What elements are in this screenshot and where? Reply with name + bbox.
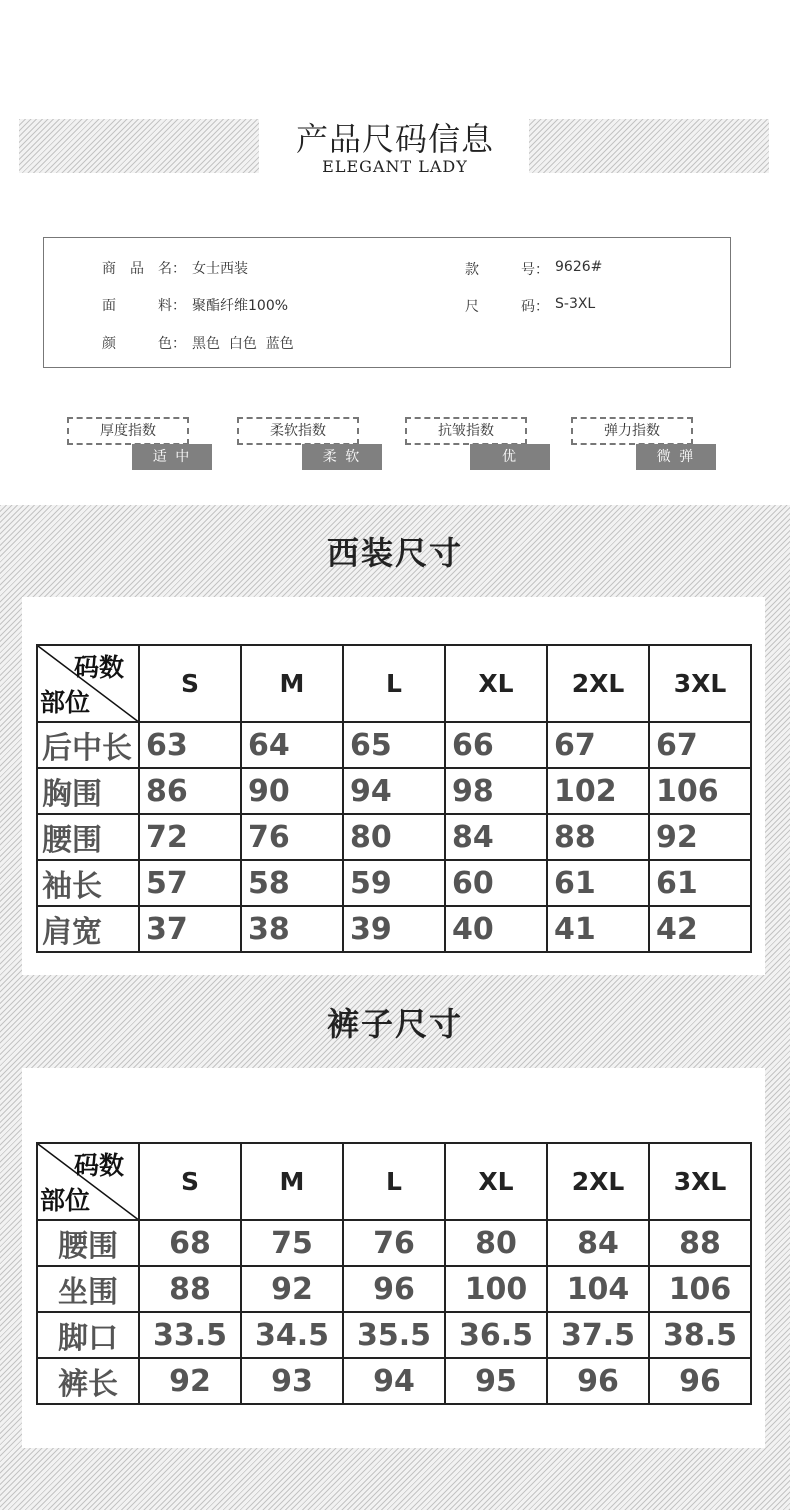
color-label: 颜 色： (102, 336, 186, 352)
pants-header-row (37, 1143, 751, 1220)
table-cell: 60 (445, 860, 547, 906)
size-header-s: S (139, 1143, 241, 1220)
row-label: 后中长 (37, 722, 139, 768)
suit-header-row (37, 645, 751, 722)
table-cell: 63 (139, 722, 241, 768)
row-label: 脚口 (37, 1312, 139, 1358)
table-cell: 96 (343, 1266, 445, 1312)
table-cell: 88 (139, 1266, 241, 1312)
fabric-label: 面 料： (102, 298, 186, 314)
size-header-2xl: 2XL (547, 645, 649, 722)
color-value: 黑色 白色 蓝色 (192, 336, 294, 352)
table-cell: 90 (241, 768, 343, 814)
table-cell: 100 (445, 1266, 547, 1312)
suit-size-title: 西装尺寸 (326, 534, 463, 572)
row-label: 腰围 (37, 1220, 139, 1266)
table-row (37, 1358, 751, 1404)
table-cell: 84 (445, 814, 547, 860)
table-cell: 80 (343, 814, 445, 860)
table-cell: 39 (343, 906, 445, 952)
table-cell: 61 (547, 860, 649, 906)
table-row (37, 768, 751, 814)
size-header-2xl: 2XL (547, 1143, 649, 1220)
row-label: 腰围 (37, 814, 139, 860)
corner-part-label: 部位 (40, 1186, 91, 1215)
product-info-box (43, 237, 731, 368)
table-cell: 95 (445, 1358, 547, 1404)
table-cell: 94 (343, 768, 445, 814)
table-cell: 106 (649, 1266, 751, 1312)
page-subtitle: ELEGANT LADY (322, 157, 468, 176)
table-row (37, 814, 751, 860)
pants-size-title: 裤子尺寸 (326, 1005, 463, 1043)
fabric-value: 聚酯纤维100% (192, 298, 289, 314)
thickness-index-value: 适 中 (132, 444, 212, 470)
table-cell: 33.5 (139, 1312, 241, 1358)
table-row (37, 906, 751, 952)
pants-corner-cell (37, 1143, 139, 1220)
size-header-m: M (241, 645, 343, 722)
corner-size-label: 码数 (73, 1151, 124, 1180)
table-cell: 104 (547, 1266, 649, 1312)
table-cell: 96 (547, 1358, 649, 1404)
suit-size-table (36, 644, 752, 953)
table-cell: 67 (649, 722, 751, 768)
table-cell: 59 (343, 860, 445, 906)
size-header-3xl: 3XL (649, 645, 751, 722)
table-cell: 58 (241, 860, 343, 906)
corner-part-label: 部位 (40, 688, 91, 717)
table-cell: 72 (139, 814, 241, 860)
size-header-s: S (139, 645, 241, 722)
table-cell: 36.5 (445, 1312, 547, 1358)
size-header-xl: XL (445, 1143, 547, 1220)
softness-index-value: 柔 软 (302, 444, 382, 470)
wrinkle-index-value: 优 (470, 444, 550, 470)
page-title: 产品尺码信息 (295, 120, 494, 158)
table-cell: 106 (649, 768, 751, 814)
name-label: 商 品 名： (102, 261, 186, 277)
table-cell: 68 (139, 1220, 241, 1266)
table-cell: 38 (241, 906, 343, 952)
table-cell: 76 (343, 1220, 445, 1266)
corner-size-label: 码数 (73, 653, 124, 682)
table-cell: 35.5 (343, 1312, 445, 1358)
table-cell: 88 (547, 814, 649, 860)
table-cell: 92 (139, 1358, 241, 1404)
row-label: 坐围 (37, 1266, 139, 1312)
stretch-index-label: 弹力指数 (571, 417, 693, 445)
table-cell: 75 (241, 1220, 343, 1266)
table-cell: 93 (241, 1358, 343, 1404)
table-cell: 80 (445, 1220, 547, 1266)
suit-corner-cell (37, 645, 139, 722)
table-cell: 61 (649, 860, 751, 906)
thickness-index-label: 厚度指数 (67, 417, 189, 445)
table-cell: 34.5 (241, 1312, 343, 1358)
model-label: 款 号： (465, 262, 549, 278)
table-cell: 92 (649, 814, 751, 860)
model-value: 9626# (555, 259, 603, 275)
table-cell: 76 (241, 814, 343, 860)
table-cell: 65 (343, 722, 445, 768)
size-header-m: M (241, 1143, 343, 1220)
table-row (37, 1220, 751, 1266)
size-header-l: L (343, 645, 445, 722)
table-cell: 37.5 (547, 1312, 649, 1358)
table-row (37, 722, 751, 768)
softness-index-label: 柔软指数 (237, 417, 359, 445)
row-label: 胸围 (37, 768, 139, 814)
table-cell: 86 (139, 768, 241, 814)
table-cell: 102 (547, 768, 649, 814)
wrinkle-index-label: 抗皱指数 (405, 417, 527, 445)
table-cell: 88 (649, 1220, 751, 1266)
table-row (37, 860, 751, 906)
table-cell: 57 (139, 860, 241, 906)
table-cell: 96 (649, 1358, 751, 1404)
table-cell: 66 (445, 722, 547, 768)
row-label: 肩宽 (37, 906, 139, 952)
pants-size-table (36, 1142, 752, 1405)
table-cell: 40 (445, 906, 547, 952)
table-cell: 38.5 (649, 1312, 751, 1358)
size-label: 尺 码： (465, 299, 549, 315)
table-cell: 84 (547, 1220, 649, 1266)
table-row (37, 1312, 751, 1358)
table-cell: 92 (241, 1266, 343, 1312)
size-header-3xl: 3XL (649, 1143, 751, 1220)
table-cell: 67 (547, 722, 649, 768)
table-row (37, 1266, 751, 1312)
stretch-index-value: 微 弹 (636, 444, 716, 470)
table-cell: 64 (241, 722, 343, 768)
table-cell: 37 (139, 906, 241, 952)
size-header-xl: XL (445, 645, 547, 722)
table-cell: 42 (649, 906, 751, 952)
table-cell: 94 (343, 1358, 445, 1404)
name-value: 女士西装 (192, 261, 248, 277)
row-label: 裤长 (37, 1358, 139, 1404)
size-value: S-3XL (555, 296, 596, 312)
size-header-l: L (343, 1143, 445, 1220)
table-cell: 41 (547, 906, 649, 952)
row-label: 袖长 (37, 860, 139, 906)
table-cell: 98 (445, 768, 547, 814)
